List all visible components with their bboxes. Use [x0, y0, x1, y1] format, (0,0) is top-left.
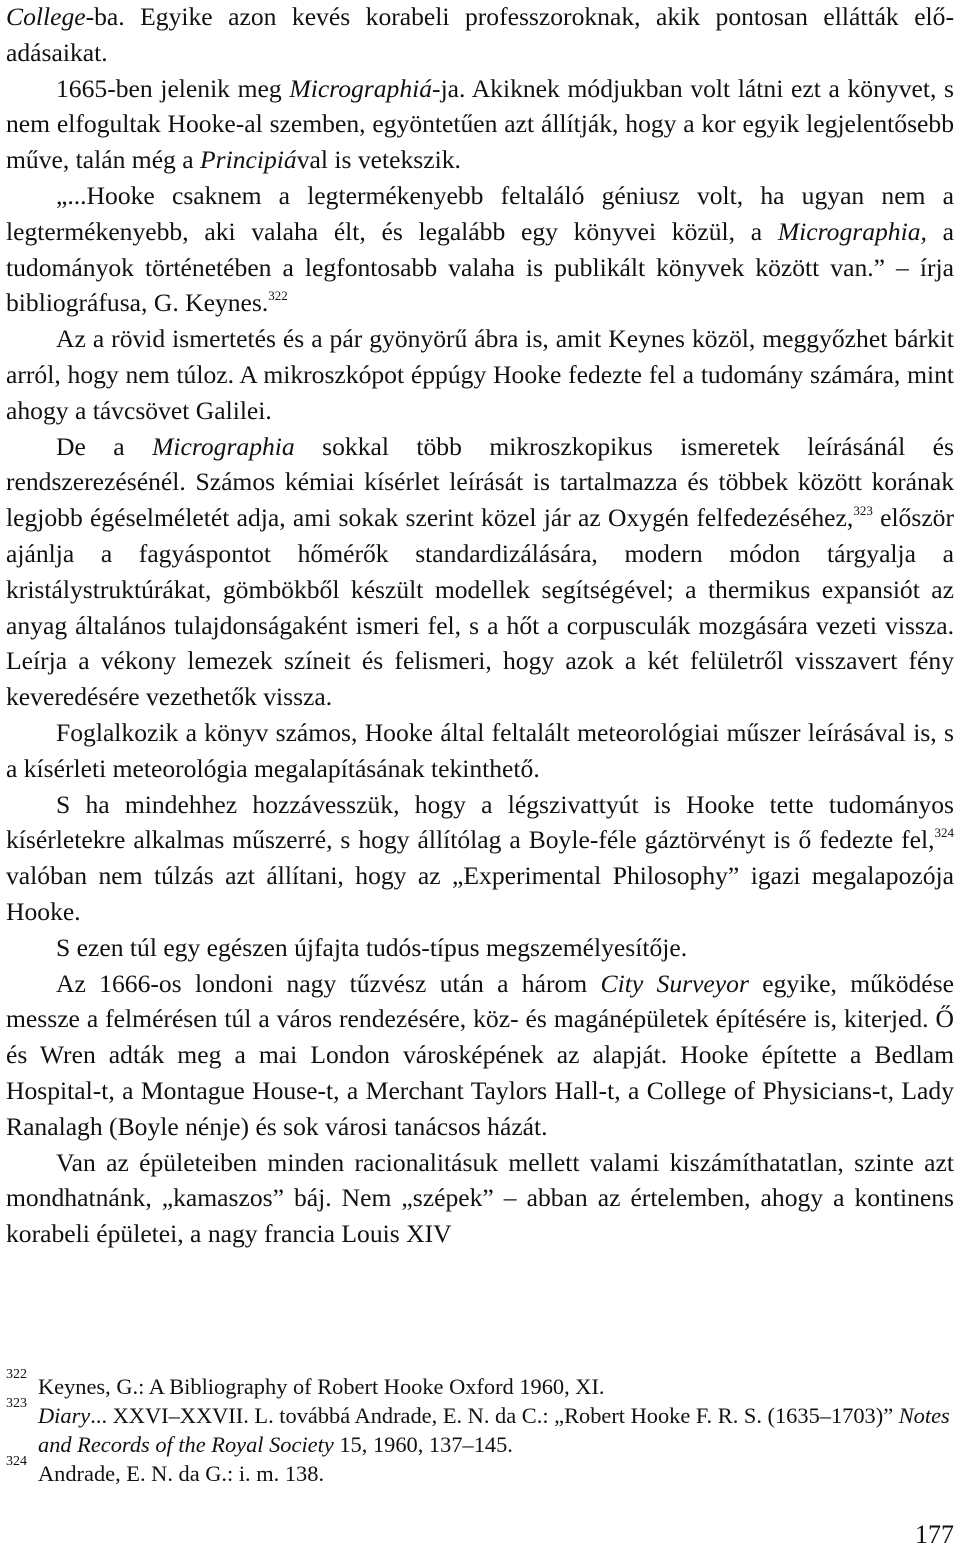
text-run: S ezen túl egy egészen újfajta tudós-típus megszemélyesítője. — [56, 932, 688, 962]
text-run: Van az épületeiben minden racionalitásuk mellett valami kiszámíthatatlan, szinte azt mondhatnánk, „kamaszos” báj. Nem „szépek” – abban az értelemben, ahogy a kontinens korabeli épületei, a nagy francia Louis XIV — [6, 1147, 954, 1249]
italic-text: Principiá — [200, 145, 297, 175]
text-run: Az a rövid ismertetés és a pár gyönyörű ábra is, amit Keynes közöl, meggyőzhet bárkit arról, hogy nem túloz. A mikroszkópot éppúgy Hooke fedezte fel a tudomány számára, mint ahogy a távcsövet Galilei. — [6, 324, 954, 425]
text-run: sokkal több mikroszkopikus ismeretek leírásánál és rendszerezésénél. Számos kémiai kísérlet leírását is tartalmazza és többek között korának legjobb égéselméletét adja, ami sokak szerint közel jár az Oxygén felfedezéséhez, — [6, 431, 954, 533]
body-text — [6, 0, 954, 1252]
italic-text: City Surveyor — [600, 968, 749, 998]
text-run: egyike, működése messze a felmérésen túl a város rendezésére, köz- és magánépületek építésére is, kiterjed. Ő és Wren adták meg a mai London városképének az alapját. Hooke építette a Bedlam Hospital-t, a Montague House-t, a Merchant Taylors Hall-t, a College of Physicians-t, Lady Ranalagh (Boyle nénje) és sok városi tanácsos házát. — [6, 968, 954, 1141]
text-run: ... XXVI–XXVII. L. továbbá Andrade, E. N. da C.: „Robert Hooke F. R. S. (1635–1703)” — [90, 1403, 899, 1428]
italic-text: College — [6, 2, 86, 31]
text-run: először ajánlja a fagyáspontot hőmérők standardizálására, modern módon tárgyalja a kristálystruktúrákat, gömbökből készült modellek segítségével; a thermikus expansiót az anyag általános tulajdonságaként ismeri fel, s a hőt a corpusculák mozgására vezeti vissza. Leírja a vékony lemezek színeit és felismeri, hogy azok a két felületről visszavert fény keveredésére vezethetők vissza. — [6, 503, 954, 712]
italic-text: Diary — [38, 1403, 91, 1428]
footnote — [6, 1367, 954, 1401]
footnote-ref: 324 — [934, 825, 954, 841]
footnote-ref: 322 — [268, 288, 288, 304]
text-run: De a — [56, 431, 153, 461]
text-run: -ja. Akiknek módjukban volt látni ezt a könyvet, s nem elfogultak Hooke-al szemben, egyöntetűen azt állítják, hogy a kor egyik legjelentősebb műve, talán még a — [6, 73, 954, 175]
footnote — [6, 1454, 954, 1488]
text-run: S ha mindehhez hozzávesszük, hogy a légszivattyút is Hooke tette tudományos kísérletekre alkalmas műszerré, s hogy állítólag a Boyle-féle gáztörvényt is ő fedezte fel, — [6, 789, 954, 855]
paragraph — [6, 966, 954, 1145]
text-run: 1665-ben jelenik meg — [56, 73, 290, 103]
text-run: a tudományok történetében a legfontosabb valaha is publikált könyvek között van.” – írja bibliográfusa, G. Keynes. — [6, 216, 954, 318]
text-run: 15, 1960, 137–145. — [333, 1432, 513, 1457]
text-run: Az 1666-os londoni nagy tűzvész után a három — [56, 968, 601, 998]
italic-text: Micrographiá — [289, 73, 433, 103]
paragraph — [6, 178, 954, 321]
paragraph — [6, 715, 954, 787]
footnote-number: 323 — [6, 1396, 27, 1411]
text-run: -ba. Egyike azon kevés korabeli professzoroknak, akik pontosan ellátták előadásaikat. — [6, 2, 954, 67]
text-run: valóban nem túlzás azt állítani, hogy az „Experimental Philosophy” igazi megalapozója Hooke. — [6, 861, 954, 926]
text-run: Foglalkozik a könyv számos, Hooke által feltalált meteorológiai műszer leírásával is, s a kísérleti meteorológia megalapításának tekinthető. — [6, 717, 954, 783]
text-run: Keynes, G.: A Bibliography of Robert Hooke Oxford 1960, XI. — [38, 1374, 605, 1399]
text-run: val is vetekszik. — [296, 145, 461, 175]
footnote-number: 324 — [6, 1454, 27, 1469]
footnote-number: 322 — [6, 1367, 27, 1382]
text-run: „...Hooke csaknem a legtermékenyebb feltaláló géniusz volt, ha ugyan nem a legtermékenyebb, aki valaha élt, és legalább egy könyvei közül, a — [6, 180, 954, 246]
paragraph — [6, 0, 954, 71]
paragraph — [6, 930, 954, 966]
text-run: Andrade, E. N. da G.: i. m. 138. — [38, 1461, 325, 1486]
footnotes — [6, 1367, 954, 1488]
paragraph — [6, 1145, 954, 1252]
paragraph — [6, 321, 954, 428]
footnote-ref: 323 — [853, 503, 873, 519]
page-number: 177 — [915, 1520, 954, 1549]
italic-text: Micrographia, — [777, 216, 927, 246]
book-page — [6, 0, 954, 1560]
italic-text: Notes and Records of the Royal Society — [38, 1403, 950, 1457]
italic-text: Micrographia — [152, 431, 295, 461]
paragraph — [6, 429, 954, 715]
footnote — [6, 1396, 954, 1459]
paragraph — [6, 71, 954, 178]
paragraph — [6, 787, 954, 930]
